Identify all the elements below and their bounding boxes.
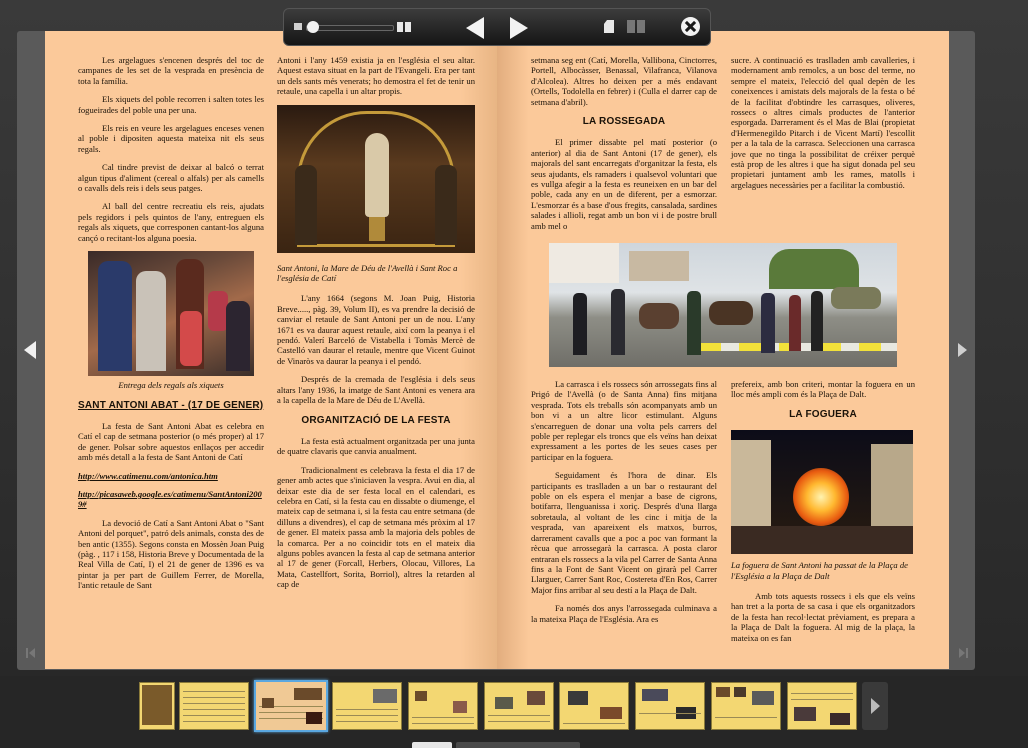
right-page-column-1-lower [531,379,717,632]
section-heading: LA ROSSEGADA [582,116,666,128]
paragraph: La festa de Sant Antoni Abat es celebra en Catí el cap de setmana posterior (o més proper) al 17 de gener. Polsar sobre aquestos enllaços per accedir amb més detall a la festa de Sant Antoni de Catí [78,420,264,463]
zoom-out-icon[interactable] [294,23,302,30]
thumbnail-scrollbar[interactable] [412,742,452,748]
thumbnail-page-selected[interactable] [254,680,328,732]
paragraph: Fa només dos anys l'arrossegada culminava a la mateixa Plaça de l'Església. Ara es [531,603,717,624]
photo-caption: Sant Antoni, la Mare de Déu de l'Avellà i Sant Roc a l'església de Catí [277,262,458,284]
paragraph: Cal tindre previst de deixar al balcó o terrat algun tipus d'aliment (cereal o alfals) per als camells o cavalls dels reis i dels seus patges. [78,162,264,194]
right-page-column-2-lower [731,379,915,651]
next-page-icon[interactable] [510,17,528,39]
left-page-column-2 [277,55,475,598]
paragraph: L'any 1664 (segons M. Joan Puig, Historia Breve....., pàg. 39, Volum II), es va prendre la decisió de canviar el retaule de Sant Antoni per un de nou. L'any 1671 es va daurar aquest retaule, així com la peanya i el pendó. Valerí Barceló de Vistabella i Tomàs Mercè de Castelló van daurar el retaule, mentre que Vicent Guinot de Vinaròs va daurar la peanya i el pendó. [277,293,475,366]
right-page-column-2 [731,55,915,198]
link-picasaweb-santantoni[interactable]: http://picasaweb.google.es/catimenu/SantAntoni2009# [78,488,262,510]
paragraph: Després de la cremada de l'església i dels seus altars l'any 1936, la imatge de Sant Antoni es venera ara a la capella de la Mare de Déu de L'Avellà. [277,374,475,406]
paragraph: setmana seg ent (Catí, Morella, Vallibona, Cinctorres, Portell, Albocàsser, Benassal, Vilafranca, Vilanova d'Alcolea). Altres ho deixen per a més endavant (Ortells, Todolella en febrer) i (Culla el darrer cap de setmana d'abril). [531,55,717,107]
paragraph: sucre. A continuació es traslladen amb cavalleries, i modernament amb remolcs, a un bosc del terme, no sempre el mateix, l'elecció del qual depèn de les coneixences i amistats dels majorals de la festa o bé de la facilitat d'obtindre les carrasques, oliveres, rossecs o altres cimals productes de l'anterior esporgada. Darrerament és el Mas de Blai (propietat d'Hermenegildo Pitarch i de Vicent Martí) l'escollit per a la tala de la carrasca. Seleccionen una carrasca jove que no tinga la possibilitat de créixer perquè està prop de les altres i que ha sigut donada pel seu propietari juntament amb les rames, matolls i argelagues necessàries per a facilitar la combustió. [731,55,915,190]
zoom-slider[interactable] [306,25,394,31]
thumbnail-page[interactable] [408,682,478,730]
paragraph: La carrasca i els rossecs són arrossegats fins al Prigó de l'Avellà (o de Santa Anna) fins mitjana vesprada. Tots els treballs són acompanyats amb un bon vi a un altre licor estimulant. Alguns s'encarreguen de donar una volta pels carrers del poble per replegar els troncs que els veïns han deixat expressament a les portes de les seues cases per participar en la foguera. [531,379,717,462]
section-heading: SANT ANTONI ABAT - (17 DE GENER) [78,399,264,411]
paragraph: Al ball del centre recreatiu els reis, ajudats pels regidors i pels quintos de l'any, entreguen els regals als xiquets, que corresponen cantant-los alguna cançó o recitant-los alguna poesia. [78,201,264,243]
grid-view-icon[interactable] [397,22,411,32]
paragraph: La festa està actualment organitzada per una junta de quatre clavaris que canvia anualment. [277,435,475,457]
paragraph: La devoció de Catí a Sant Antoni Abat o "Sant Antoni del porquet", patró dels animals, consta des de ben antic (1355). Segons consta en Mossèn Joan Puig (pàg. , 117 i 158, Historia Breve y Documentada de la Real Villa de Catí, I) el 21 de gener de 1396 es va pintar ja per part de Guillem Ferrer, de Morella, l'antic retaule de Sant [78,517,264,591]
left-page[interactable] [45,31,497,669]
paragraph: El primer dissabte pel matí posterior (o anterior) al dia de Sant Antoni (17 de gener), els majorals del sant encarregats d'organitzar la festa, els seus ajudants, els ramaders i qualsevol voluntari que es vullga afegir a la festa es reuneixen en un bar del poble, cada any en un de diferent, per a esmorzar. L'esmorzar és a base d'ous fregits, cansalada, sardines salades i allioli, regat amb un bon vi i de postre brull amb mel o [531,137,717,231]
paragraph: Amb tots aquests rossecs i els que els veïns han tret a la porta de sa casa i que els organitzadors de la festa han recol·lectat prèviament, es prepara a la Plaça de Dalt la foguera. Al mig de la plaça, la mateixa on es fan [731,591,915,643]
photo-caption: Entrega dels regals als xiquets [118,380,224,391]
paragraph: Els xiquets del poble recorren i salten totes les fogueirades del poble una per una. [78,94,264,115]
thumbnail-page[interactable] [179,682,249,730]
thumbnail-strip [0,676,1028,748]
paragraph: Tradicionalment es celebrava la festa el dia 17 de gener amb actes que s'iniciaven la vespra. Avui en dia, al deixar este dia de ser festa local en el calendari, es celebra en Catí, si la festa cau en dissabte o diumenge, el mateix cap de setmana i, si la festa cau entre setmana (de dilluns a divendres), el cap de setmana més pròxim al 17 de gener. El mateix passa amb la majoria dels pobles de la comarca. Per a no coincidir tots en el mateix dia alguns pobles avancen la festa al cap de setmana anterior al 17 de gener (Forcall, Herbers, Olocau, Villores, La Mata, Castellfort, Sorita, Borriol), altres la retarden al cap de [277,464,475,590]
previous-page-arrow-icon[interactable] [24,341,36,359]
single-page-icon[interactable] [604,20,614,33]
thumbnail-page[interactable] [559,682,629,730]
link-catimenu-antonica[interactable]: http://www.catimenu.com/antonica.htm [78,470,218,481]
photo-bonfire-square [731,430,913,554]
previous-page-icon[interactable] [466,17,484,39]
thumbnail-scrollbar-track [456,742,580,748]
close-icon[interactable] [681,17,700,36]
paragraph: Les argelagues s'encenen després del toc de campanes de les set de la vesprada en presència de tota la família. [78,55,264,86]
paragraph: Antoni i l'any 1459 existia ja en l'església el seu altar. Aquest estava situat en la part de l'Evangeli. Era per tant un dels sants més venerats; ho demostra el fet de tenir un retaule, una capella i un altar propis. [277,55,475,97]
thumbnail-page[interactable] [711,682,781,730]
section-heading: ORGANITZACIÓ DE LA FESTA [301,414,451,426]
left-page-column-1 [78,55,264,599]
thumbnail-page[interactable] [139,682,175,730]
next-page-arrow-icon[interactable] [958,343,967,357]
photo-rossegada-street [549,243,897,367]
paragraph: Seguidament és l'hora de dinar. Els participants es traslladen a un bar o restaurant del poble on els espera el menjar a base de cigrons, botifarra, llenguanissa i xoriç. Després d'una llarga sobretaula, al voltant de les cinc i mitja de la vesprada, van apareixent els matxos, burros, darrerament cavalls que a poc a poc van formant la rècua que arrossegarà la carrasca. A posta claror entraran els rossecs a la vila pel Carrer de Santa Anna fins a la Font de Sant Vicent on girarà pel Carrer Llarguer, Carrer Sant Roc, Costereta d'En Ros, Carrer Major fins arribar al seu destí a la Plaça de Dalt. [531,470,717,595]
paragraph: prefereix, amb bon criteri, montar la foguera en un lloc més ampli com és la Plaça de Dalt. [731,379,915,400]
last-page-icon[interactable] [958,648,968,658]
right-page-column-1 [531,55,717,239]
thumbnail-page[interactable] [635,682,705,730]
paragraph: Els reis en veure les argelagues enceses venen al poble i dipositen aquesta mateixa nit els seus regals. [78,123,264,154]
photo-church-altar [277,105,475,253]
zoom-slider-handle[interactable] [307,21,319,33]
viewer-toolbar [283,8,711,46]
thumbnails-next-button[interactable] [862,682,888,730]
double-page-icon[interactable] [627,20,645,33]
thumbnail-page[interactable] [484,682,554,730]
section-heading: LA FOGUERA [789,408,857,420]
right-page[interactable] [497,31,949,669]
thumbnail-page[interactable] [787,682,857,730]
photo-caption: La foguera de Sant Antoni ha passat de la Plaça de l'Església a la Plaça de Dalt [731,560,908,581]
thumbnail-page[interactable] [332,682,402,730]
first-page-icon[interactable] [26,648,36,658]
photo-gifts-to-children [88,251,254,376]
